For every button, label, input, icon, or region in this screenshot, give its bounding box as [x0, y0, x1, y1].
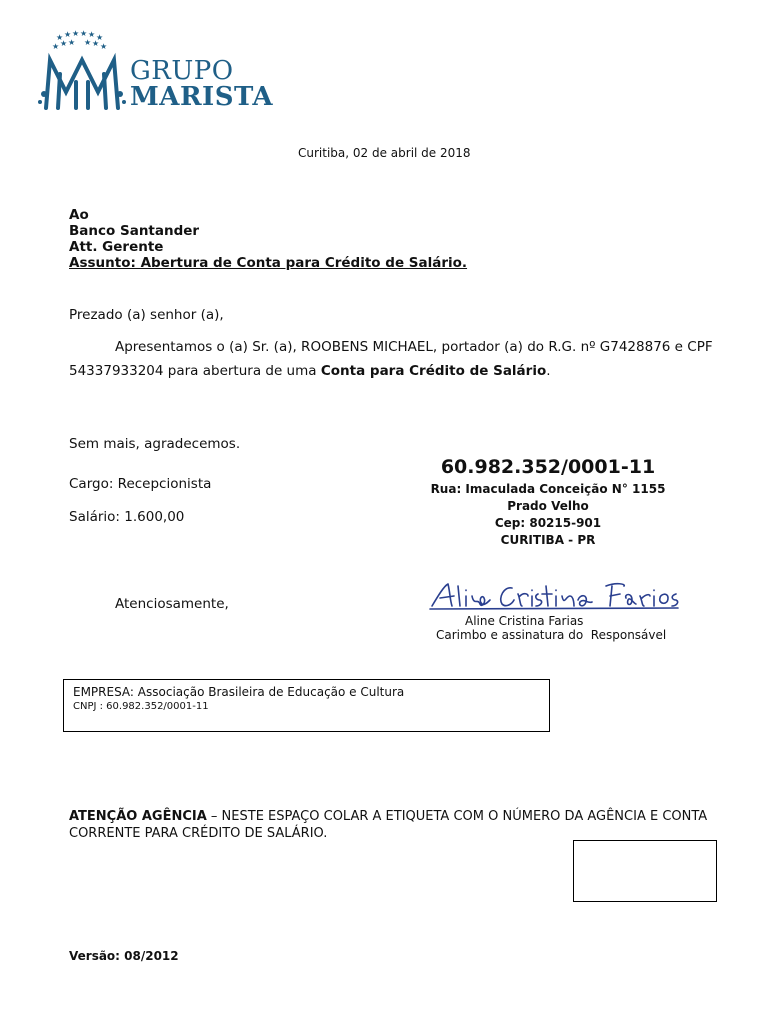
closing: Sem mais, agradecemos. — [69, 436, 241, 452]
svg-text:★: ★ — [88, 30, 96, 39]
signatory-name: Aline Cristina Farias — [465, 614, 584, 628]
job-title: Cargo: Recepcionista — [69, 476, 212, 492]
svg-text:★: ★ — [84, 38, 92, 47]
recipient-att: Att. Gerente — [69, 239, 164, 255]
body-line-1: Apresentamos o (a) Sr. (a), ROOBENS MICHAEL, portador (a) do R.G. nº G7428876 e CPF — [115, 339, 713, 355]
body-end: . — [546, 363, 551, 379]
svg-text:★: ★ — [72, 30, 80, 38]
recipient-bank: Banco Santander — [69, 223, 200, 239]
body-line-2 — [69, 363, 551, 379]
stamp-cnpj: 60.982.352/0001-11 — [440, 456, 656, 478]
svg-text:★: ★ — [64, 30, 72, 39]
svg-text:★: ★ — [68, 38, 76, 47]
subject-line: Assunto: Abertura de Conta para Crédito de Salário. — [69, 255, 468, 271]
svg-text:★: ★ — [56, 33, 64, 42]
recipient-to: Ao — [69, 207, 89, 223]
body-text: 54337933204 para abertura de uma — [69, 363, 317, 379]
company-cnpj: CNPJ : 60.982.352/0001-11 — [73, 701, 209, 712]
stamp-city: CURITIBA - PR — [500, 533, 596, 547]
agency-notice-label: ATENÇÃO AGÊNCIA — [69, 809, 207, 824]
marista-monogram-icon — [36, 30, 128, 114]
handwritten-signature — [428, 578, 688, 614]
version: Versão: 08/2012 — [69, 949, 179, 963]
label-paste-area — [573, 840, 717, 902]
place-date: Curitiba, 02 de abril de 2018 — [298, 146, 471, 160]
svg-text:★: ★ — [52, 42, 60, 51]
stamp-zip: Cep: 80215-901 — [494, 516, 602, 530]
agency-notice — [69, 808, 729, 842]
greeting: Prezado (a) senhor (a), — [69, 307, 224, 323]
logo-text-marista: MARISTA — [130, 82, 274, 112]
svg-text:★: ★ — [100, 42, 108, 51]
svg-text:★: ★ — [96, 33, 104, 42]
body-bold-account: Conta para Crédito de Salário — [320, 363, 547, 379]
svg-text:★: ★ — [92, 39, 100, 48]
company-name: EMPRESA: Associação Brasileira de Educação e Cultura — [73, 685, 405, 699]
logo-text-grupo: GRUPO — [130, 56, 234, 86]
regards: Atenciosamente, — [115, 596, 229, 612]
svg-text:★: ★ — [80, 30, 88, 38]
stamp-street: Rua: Imaculada Conceição N° 1155 — [430, 482, 666, 496]
stamp-district: Prado Velho — [507, 499, 589, 513]
company-box — [63, 679, 550, 732]
agency-notice-text-2: CORRENTE PARA CRÉDITO DE SALÁRIO. — [69, 826, 328, 841]
stamp — [398, 453, 698, 549]
signature-caption: Carimbo e assinatura do Responsável — [436, 628, 667, 642]
agency-notice-text-1: – NESTE ESPAÇO COLAR A ETIQUETA COM O NÚMERO DA AGÊNCIA E CONTA — [206, 809, 708, 824]
salary: Salário: 1.600,00 — [69, 509, 185, 525]
svg-text:★: ★ — [60, 39, 68, 48]
